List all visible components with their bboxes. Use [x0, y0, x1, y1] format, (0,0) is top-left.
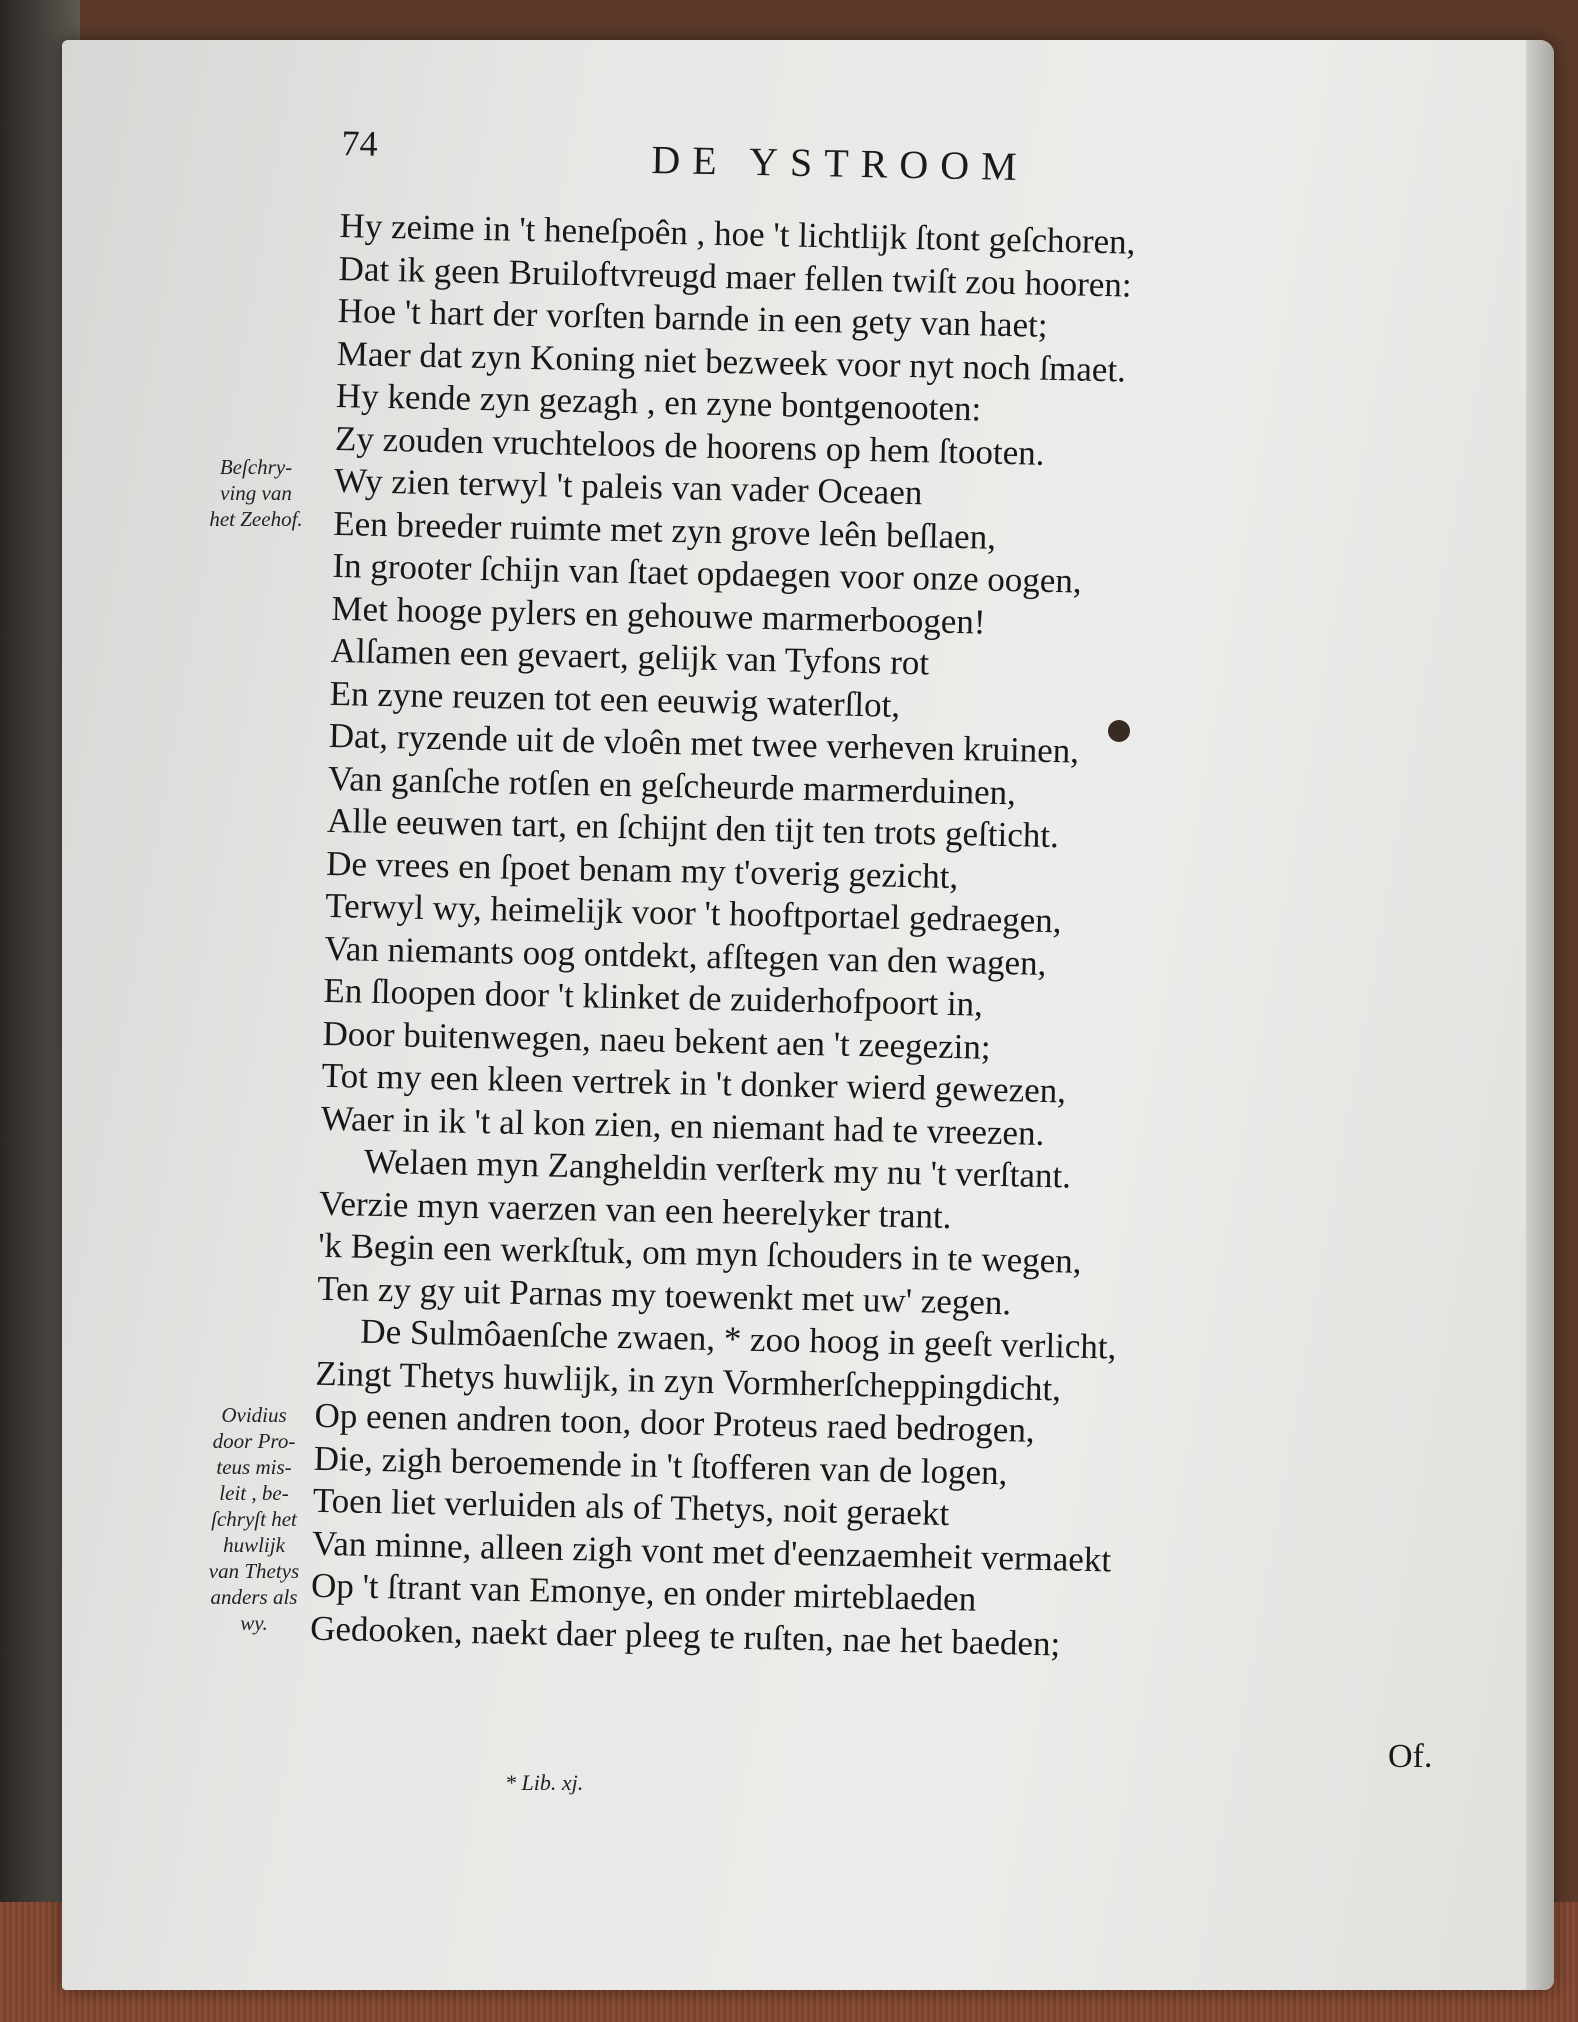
- verse-line: En zyne reuzen tot een eeuwig waterſlot,: [329, 673, 901, 725]
- verse-line: Hy zeime in 't heneſpoên , hoe 't lichtlijk ſtont geſchoren,: [339, 205, 1136, 262]
- verse-line: Van ganſche rotſen en geſcheurde marmerduinen,: [327, 758, 1017, 812]
- margin-note-line: Beſchry-: [219, 455, 293, 479]
- margin-note-line: wy.: [240, 1611, 268, 1635]
- catchword: Of.: [1388, 1738, 1433, 1775]
- margin-note-line: Ovidius: [221, 1403, 287, 1427]
- verse-line: Maer dat zyn Koning niet bezweek voor nyt noch ſmaet.: [336, 333, 1127, 389]
- verse-line: Tot my een kleen vertrek in 't donker wierd gewezen,: [321, 1055, 1067, 1111]
- verse-line: Verzie myn vaerzen van een heerelyker trant.: [318, 1183, 952, 1236]
- verse-line: Wy zien terwyl 't paleis van vader Oceaen: [333, 460, 923, 513]
- verse-line: En ſloopen door 't klinket de zuiderhofpoort in,: [323, 970, 984, 1024]
- verse-line: Dat ik geen Bruiloftvreugd maer fellen twiſt zou hooren:: [338, 248, 1133, 305]
- verse-line: Met hooge pylers en gehouwe marmerboogen!: [331, 588, 986, 642]
- page-edge: [1526, 40, 1554, 1990]
- verse-line: Van niemants oog ontdekt, afſtegen van den wagen,: [324, 928, 1047, 983]
- margin-note-line: van Thetys: [208, 1559, 300, 1583]
- verse-line: Ten zy gy uit Parnas my toewenkt met uw' zegen.: [316, 1268, 1012, 1322]
- verse-line: Toen liet verluiden als of Thetys, noit geraekt: [312, 1480, 950, 1534]
- verse-line: Een breeder ruimte met zyn grove leên beſlaen,: [332, 503, 997, 557]
- verse-line: Dat, ryzende uit de vloên met twee verheven kruinen,: [328, 715, 1080, 771]
- margin-note-line: anders als: [210, 1585, 298, 1609]
- margin-note-line: leit , be-: [219, 1481, 289, 1505]
- verse-line: Hoe 't hart der vorſten barnde in een gety van haet;: [337, 290, 1048, 345]
- footnote: * Lib. xj.: [505, 1770, 584, 1795]
- verse-line: Welaen myn Zangheldin verſterk my nu 't verſtant.: [363, 1141, 1072, 1196]
- ink-stain: [1108, 720, 1130, 742]
- verse-line: Zingt Thetys huwlijk, in zyn Vormherſcheppingdicht,: [315, 1353, 1062, 1408]
- verse-line: Op 't ſtrant van Emonye, en onder mirteblaeden: [310, 1565, 977, 1619]
- verse-line: Die, zigh beroemende in 't ſtofferen van de logen,: [313, 1438, 1008, 1492]
- verse-line: Op eenen andren toon, door Proteus raed bedrogen,: [314, 1395, 1036, 1450]
- margin-note-line: het Zeehof.: [209, 507, 303, 531]
- verse-line: In grooter ſchijn van ſtaet opdaegen voor onze oogen,: [332, 545, 1083, 601]
- verse-line: Door buitenwegen, naeu bekent aen 't zeegezin;: [322, 1013, 992, 1067]
- verse-line: 'k Begin een werkſtuk, om myn ſchouders in te wegen,: [317, 1225, 1082, 1281]
- verse-text: [310, 205, 1460, 1673]
- running-title: DE YSTROOM: [650, 136, 1030, 190]
- margin-note-line: ſchryſt het: [211, 1507, 297, 1531]
- page-number: 74: [341, 122, 378, 164]
- margin-note-line: huwlijk: [223, 1533, 285, 1557]
- margin-note-line: ving van: [220, 481, 292, 505]
- verse-line: De vrees en ſpoet benam my t'overig gezicht,: [325, 843, 959, 896]
- margin-note-line: door Pro-: [212, 1429, 296, 1453]
- verse-line: Van minne, alleen zigh vont met d'eenzaemheit vermaekt: [311, 1523, 1112, 1579]
- verse-line: Zy zouden vruchteloos de hoorens op hem ſtooten.: [334, 418, 1045, 473]
- margin-note-line: teus mis-: [216, 1455, 292, 1479]
- margin-note-ovidius: [194, 1402, 314, 1636]
- verse-line: Hy kende zyn gezagh , en zyne bontgenooten:: [335, 375, 982, 429]
- verse-line: Alle eeuwen tart, en ſchijnt den tijt ten trots geſticht.: [326, 800, 1060, 856]
- verse-line: Gedooken, naekt daer pleeg te ruſten, nae het baeden;: [309, 1608, 1061, 1663]
- verse-line: De Sulmôaenſche zwaen, * zoo hoog in geeſt verlicht,: [360, 1311, 1117, 1367]
- verse-line: Waer in ik 't al kon zien, en niemant had te vreezen.: [320, 1098, 1045, 1153]
- verse-line: Terwyl wy, heimelijk voor 't hooftportael gedraegen,: [324, 885, 1062, 941]
- verse-line: Alſamen een gevaert, gelijk van Tyfons rot: [330, 630, 930, 683]
- margin-note-zeehof: [196, 454, 316, 532]
